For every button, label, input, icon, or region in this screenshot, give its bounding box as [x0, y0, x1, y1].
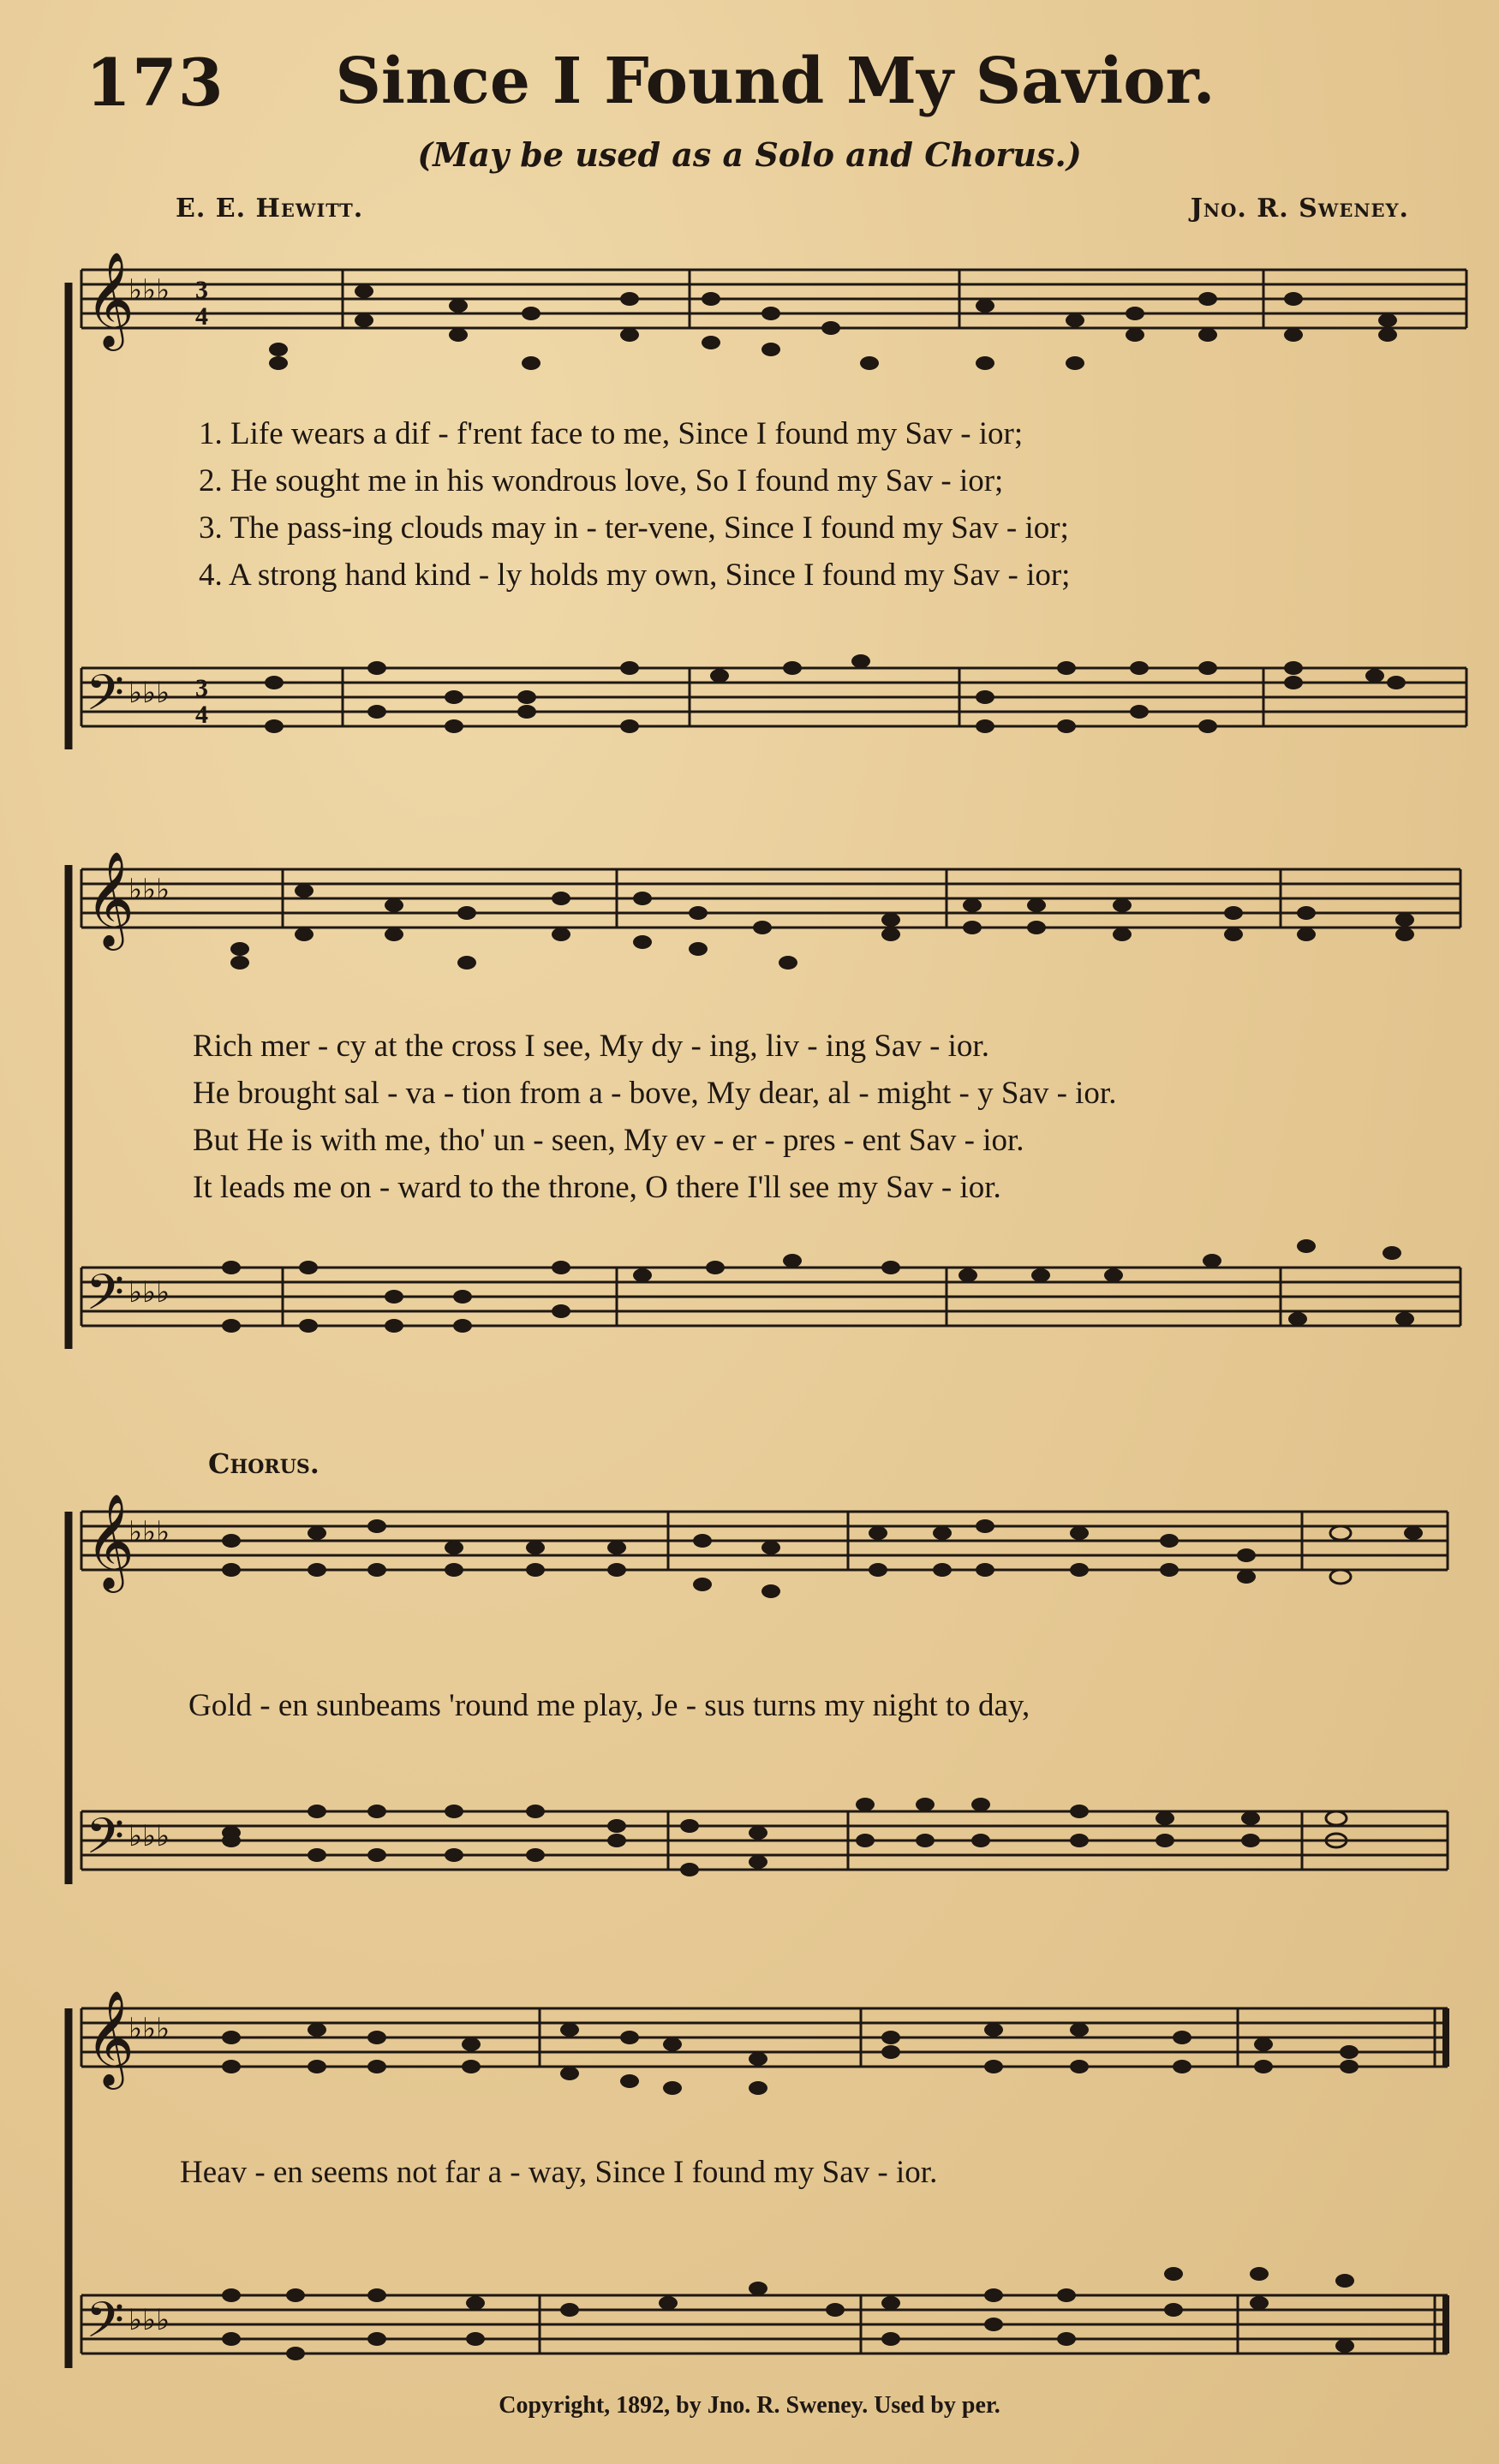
svg-text:𝄢: 𝄢 [86, 1263, 125, 1333]
verse-2-line-b: He brought sal - va - tion from a - bove, My dear, al - might - y Sav - ior. [193, 1076, 1117, 1111]
verse-3-line-b: But He is with me, tho' un - seen, My ev - er - pres - ent Sav - ior. [193, 1123, 1024, 1158]
svg-text:3: 3 [195, 276, 208, 304]
svg-text:♭♭♭: ♭♭♭ [128, 873, 170, 907]
svg-text:3: 3 [195, 674, 208, 702]
verse-4-line-a: 4. A strong hand kind - ly holds my own, Since I found my Sav - ior; [199, 558, 1071, 593]
svg-text:♭♭♭: ♭♭♭ [128, 1275, 170, 1310]
svg-text:𝄢: 𝄢 [86, 664, 125, 734]
svg-text:4: 4 [195, 701, 208, 729]
hymn-subtitle: (May be used as a Solo and Chorus.) [417, 135, 1082, 174]
chorus-line-2: Heav - en seems not far a - way, Since I found my Sav - ior. [180, 2155, 938, 2190]
verse-3-line-a: 3. The pass-ing clouds may in - ter-vene, Since I found my Sav - ior; [199, 510, 1069, 546]
svg-text:𝄞: 𝄞 [86, 251, 134, 347]
hymn-number: 173 [86, 45, 224, 121]
svg-text:𝄞: 𝄞 [86, 1990, 134, 2085]
verse-4-line-b: It leads me on - ward to the throne, O there I'll see my Sav - ior. [193, 1170, 1001, 1205]
svg-text:𝄢: 𝄢 [86, 2291, 125, 2361]
chorus-line-1: Gold - en sunbeams 'round me play, Je - sus turns my night to day, [188, 1688, 1030, 1723]
copyright-notice: Copyright, 1892, by Jno. R. Sweney. Used by per. [499, 2392, 1000, 2419]
svg-text:4: 4 [195, 302, 208, 331]
chorus-label: Chorus. [208, 1447, 320, 1480]
hymn-title: Since I Found My Savior. [335, 45, 1215, 118]
svg-text:♭♭♭: ♭♭♭ [128, 676, 170, 710]
svg-text:♭♭♭: ♭♭♭ [128, 1819, 170, 1853]
svg-text:𝄞: 𝄞 [86, 850, 134, 946]
verse-2-line-a: 2. He sought me in his wondrous love, So I found my Sav - ior; [199, 463, 1004, 498]
svg-text:♭♭♭: ♭♭♭ [128, 2012, 170, 2046]
verse-1-line-b: Rich mer - cy at the cross I see, My dy - ing, liv - ing Sav - ior. [193, 1029, 989, 1064]
svg-text:𝄢: 𝄢 [86, 1807, 125, 1877]
svg-text:♭♭♭: ♭♭♭ [128, 2303, 170, 2337]
svg-text:♭♭♭: ♭♭♭ [128, 273, 170, 307]
verse-1-line-a: 1. Life wears a dif - f'rent face to me, Since I found my Sav - ior; [199, 416, 1024, 451]
svg-text:♭♭♭: ♭♭♭ [128, 1515, 170, 1549]
music-system-2 [0, 850, 1499, 1370]
composer-credit: Jno. R. Sweney. [1190, 194, 1409, 224]
lyricist-credit: E. E. Hewitt. [176, 194, 364, 224]
svg-text:𝄞: 𝄞 [86, 1493, 134, 1589]
